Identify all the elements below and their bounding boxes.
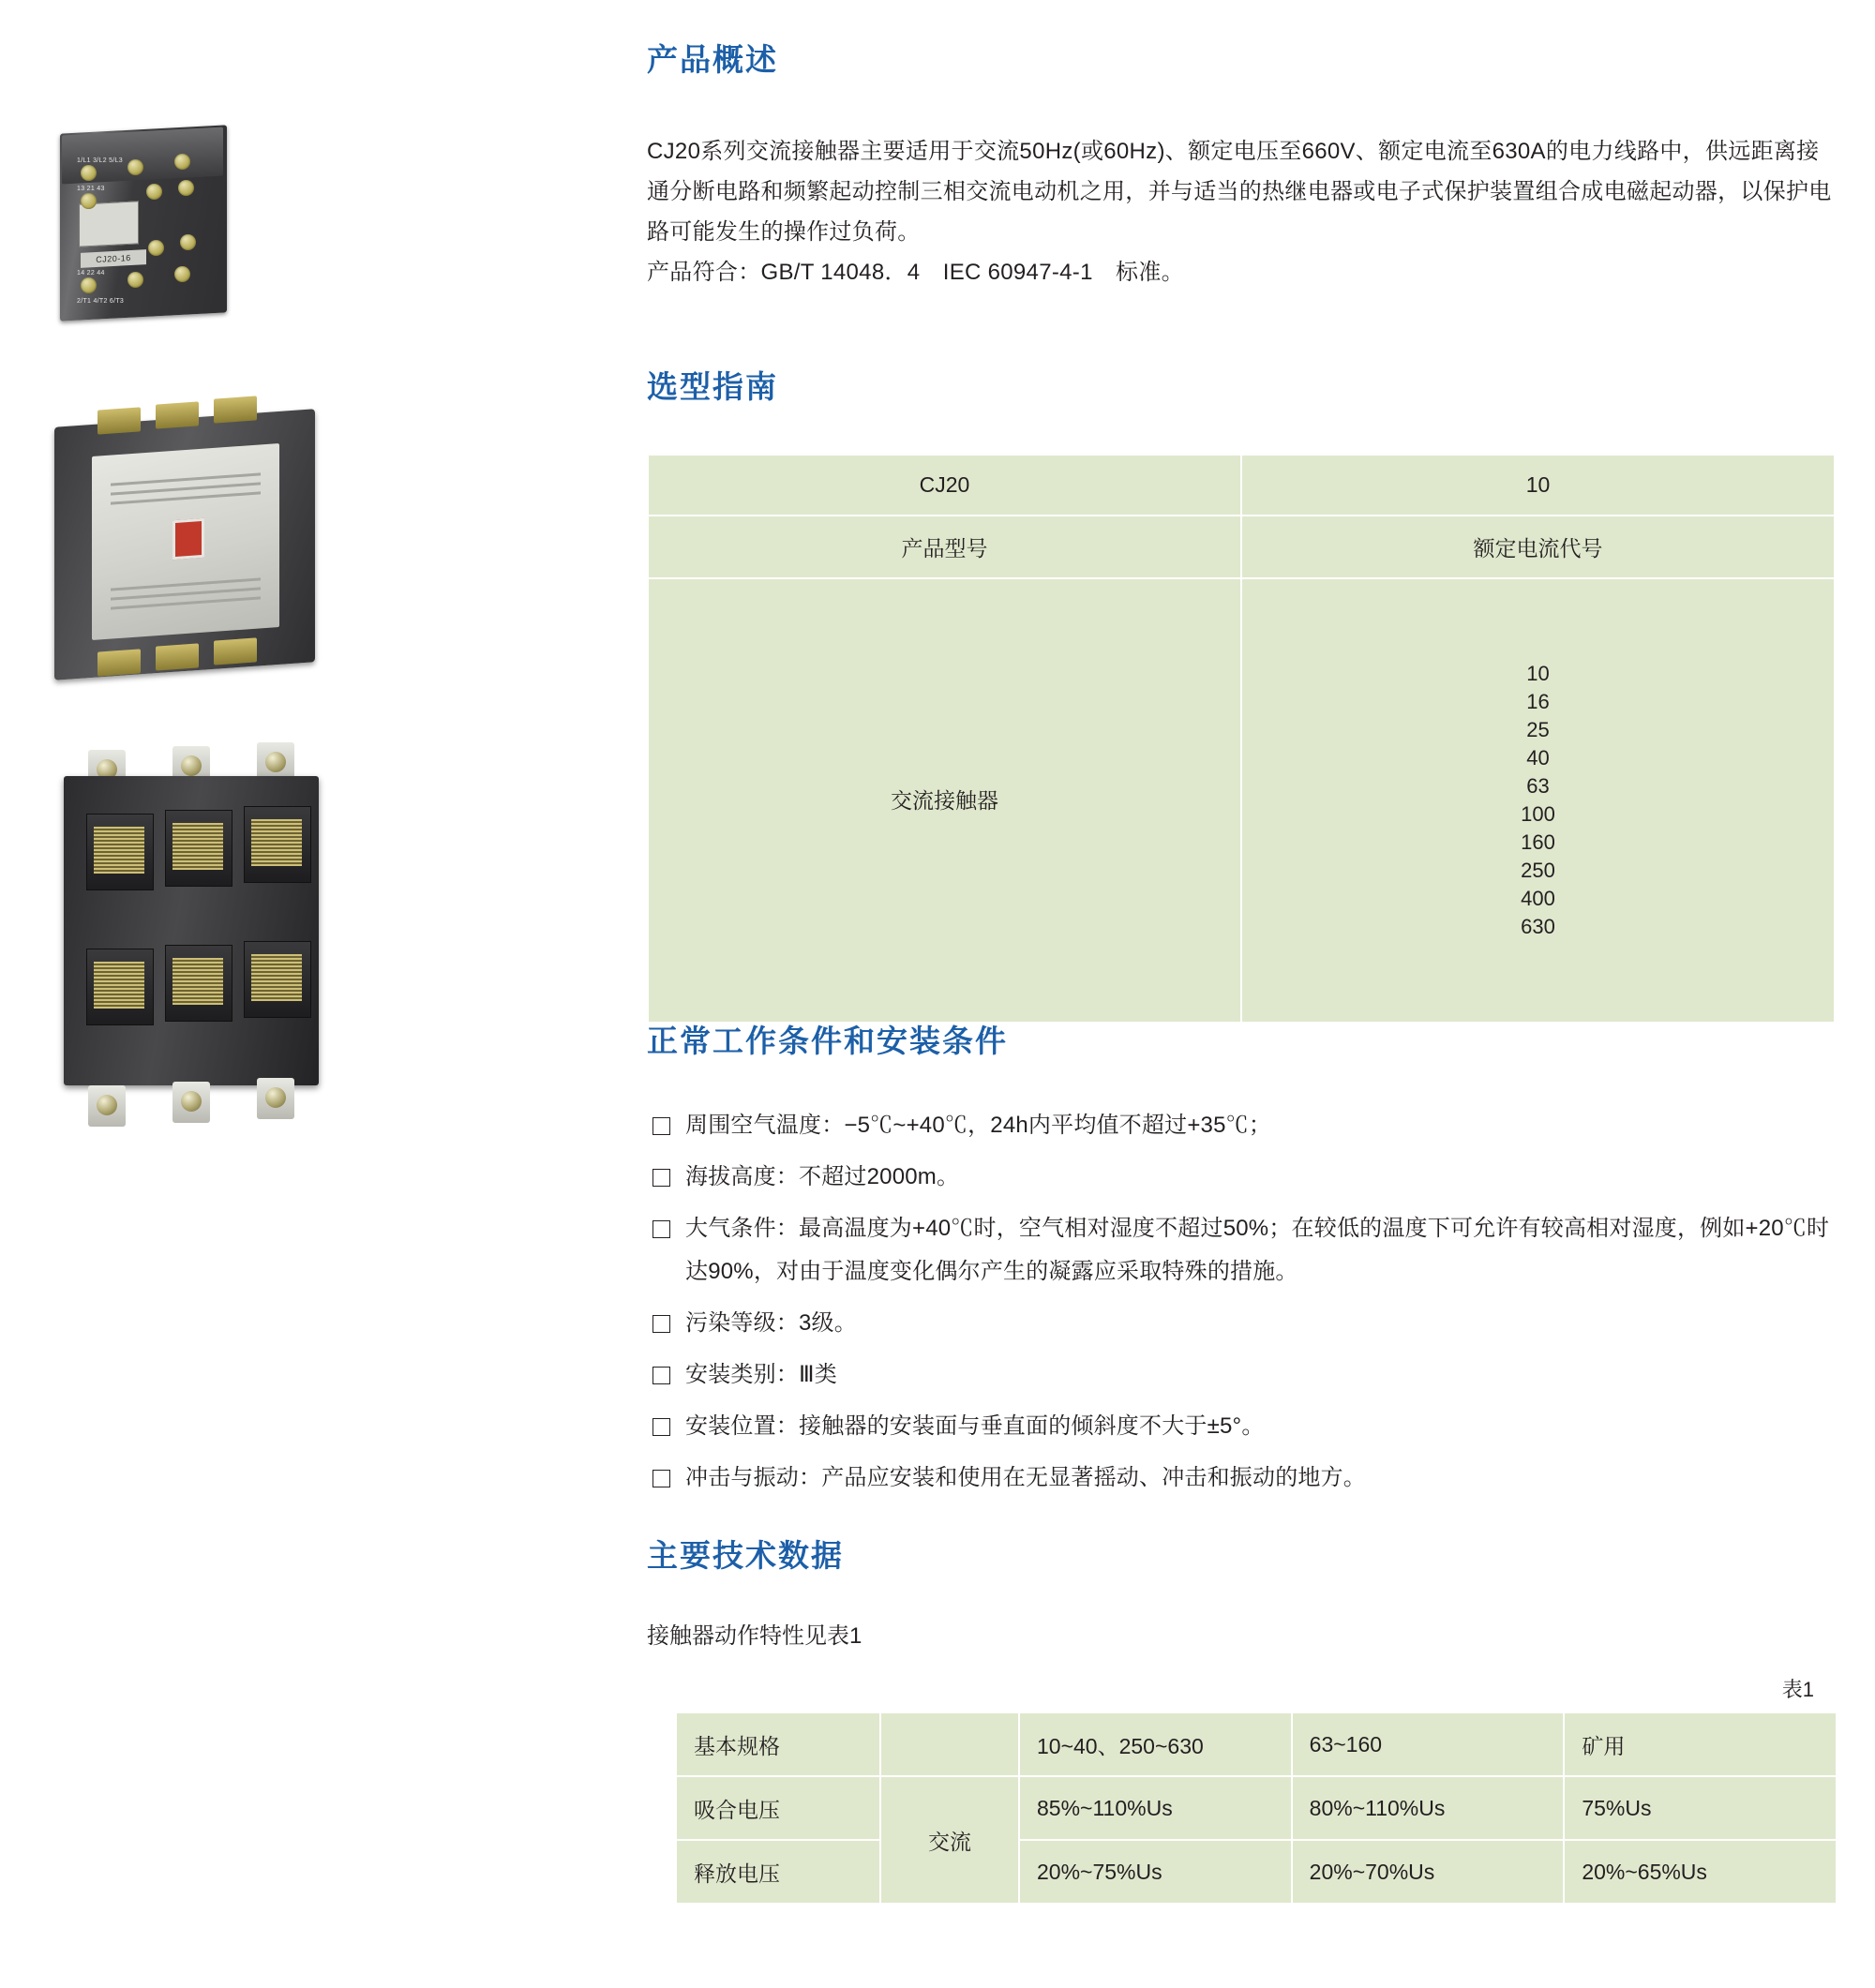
arc-grid (172, 823, 223, 870)
terminal-screw (178, 180, 194, 196)
terminal-marking-aux: 13 21 43 (77, 186, 105, 192)
terminal-screw (174, 154, 190, 170)
technical-note: 接触器动作特性见表1 (647, 1623, 862, 1649)
overview-paragraphs (647, 131, 1836, 292)
table-row (676, 1776, 1837, 1840)
current-code: 630 (1521, 915, 1555, 938)
condition-text: 污染等级：3级。 (685, 1310, 857, 1336)
checkbox-icon (652, 1367, 670, 1384)
terminal-marking-top: 1/L1 3/L2 5/L3 (77, 157, 123, 164)
section-heading-overview: 产品概述 (647, 42, 778, 77)
pickup-voltage-value-2: 80%~110%Us (1292, 1776, 1565, 1840)
reset-button[interactable] (172, 518, 204, 560)
terminal-screw (180, 234, 196, 250)
top-terminal-bar (98, 407, 141, 434)
condition-text: 安装类别：Ⅲ类 (685, 1362, 837, 1387)
basic-spec-value-2: 63~160 (1292, 1712, 1565, 1776)
arc-grid (94, 962, 144, 1009)
condition-text: 大气条件：最高温度为+40℃时，空气相对湿度不超过50%；在较低的温度下可允许有较高相对湿度，例如+20℃时达90%，对由于温度变化偶尔产生的凝露应采取特殊的措施。 (685, 1216, 1830, 1284)
current-code: 25 (1526, 718, 1550, 741)
guide-subheader-model: 产品型号 (648, 516, 1241, 578)
list-item (647, 1353, 1836, 1397)
checkbox-icon (652, 1315, 670, 1333)
current-code: 100 (1521, 802, 1555, 826)
contactor-model-label: CJ20-16 (81, 249, 146, 268)
arc-grid (251, 954, 302, 1001)
power-terminal-post (172, 1082, 210, 1123)
bottom-terminal-bar (156, 643, 199, 670)
current-code: 400 (1521, 887, 1555, 910)
pickup-voltage-value-1: 85%~110%Us (1019, 1776, 1292, 1840)
table-row (648, 516, 1835, 578)
current-code: 10 (1526, 662, 1550, 685)
dropout-voltage-value-3: 20%~65%Us (1564, 1840, 1837, 1904)
table-row (676, 1840, 1837, 1904)
basic-spec-value-3: 矿用 (1564, 1712, 1837, 1776)
current-code: 250 (1521, 859, 1555, 882)
overview-paragraph-1: CJ20系列交流接触器主要适用于交流50Hz(或60Hz)、额定电压至660V、额定电流至630A的电力线路中，供远距离接通分断电路和频繁起动控制三相交流电动机之用，并与适当的热继电器或电子式保护装置组合成电磁起动器，以保护电路可能发生的操作过负荷。 (647, 139, 1832, 245)
list-item (647, 1302, 1836, 1345)
product-photo-small-contactor (54, 120, 242, 336)
checkbox-icon (652, 1220, 670, 1238)
table-caption: 表1 (1781, 1678, 1814, 1701)
bottom-terminal-bar (98, 649, 141, 676)
section-heading-operating-conditions: 正常工作条件和安装条件 (647, 1024, 1008, 1058)
top-terminal-bar (156, 401, 199, 428)
row-label-dropout-voltage: 释放电压 (676, 1840, 880, 1904)
arc-grid (172, 958, 223, 1005)
terminal-screw (128, 159, 143, 175)
power-terminal-post (257, 1078, 294, 1119)
power-terminal-post (88, 1085, 126, 1127)
pickup-voltage-value-3: 75%Us (1564, 1776, 1837, 1840)
product-image-column (0, 0, 619, 1988)
basic-spec-value-1: 10~40、250~630 (1019, 1712, 1292, 1776)
product-photo-medium-contactor (54, 392, 317, 701)
checkbox-icon (652, 1470, 670, 1487)
section-heading-technical-data: 主要技术数据 (647, 1538, 844, 1573)
condition-text: 冲击与振动：产品应安装和使用在无显著摇动、冲击和振动的地方。 (685, 1465, 1366, 1490)
current-code: 63 (1526, 774, 1550, 798)
overview-paragraph-2: 产品符合：GB/T 14048．4 IEC 60947-4-1 标准。 (647, 260, 1184, 285)
operating-conditions-list (647, 1104, 1836, 1508)
guide-body-product-type: 交流接触器 (648, 578, 1241, 1023)
arc-grid (251, 819, 302, 866)
current-code: 160 (1521, 830, 1555, 854)
list-item (647, 1156, 1836, 1199)
condition-text: 海拔高度：不超过2000m。 (685, 1164, 960, 1189)
table-row (648, 455, 1835, 516)
terminal-marking-bottom: 2/T1 4/T2 6/T3 (77, 298, 125, 305)
top-terminal-bar (214, 396, 257, 423)
terminal-screw (146, 184, 162, 200)
guide-header-current-code: 10 (1241, 455, 1835, 516)
section-heading-selection-guide: 选型指南 (647, 369, 778, 404)
table-row (648, 578, 1835, 1023)
current-code: 16 (1526, 690, 1550, 713)
list-item (647, 1104, 1836, 1147)
bottom-terminal-bar (214, 637, 257, 665)
terminal-screw (174, 266, 190, 282)
terminal-screw (128, 272, 143, 288)
spacer-cell (880, 1712, 1019, 1776)
checkbox-icon (652, 1117, 670, 1135)
list-item (647, 1457, 1836, 1500)
guide-header-model-code: CJ20 (648, 455, 1241, 516)
list-item (647, 1405, 1836, 1448)
guide-body-current-codes (1241, 578, 1835, 1023)
terminal-screw (81, 277, 97, 293)
condition-text: 安装位置：接触器的安装面与垂直面的倾斜度不大于±5°。 (685, 1413, 1265, 1439)
guide-subheader-current: 额定电流代号 (1241, 516, 1835, 578)
list-item (647, 1207, 1836, 1293)
current-code: 40 (1526, 746, 1550, 770)
terminal-marking-aux2: 14 22 44 (77, 270, 105, 277)
row-label-pickup-voltage: 吸合电压 (676, 1776, 880, 1840)
dropout-voltage-value-2: 20%~70%Us (1292, 1840, 1565, 1904)
condition-text: 周围空气温度：−5℃~+40℃，24h内平均值不超过+35℃； (685, 1113, 1272, 1138)
terminal-screw (81, 165, 97, 181)
technical-characteristics-table (675, 1711, 1838, 1905)
product-photo-large-contactor (54, 740, 336, 1153)
checkbox-icon (652, 1418, 670, 1436)
selection-guide-table (647, 454, 1836, 1024)
terminal-screw (81, 193, 97, 209)
table-row (676, 1712, 1837, 1776)
dropout-voltage-value-1: 20%~75%Us (1019, 1840, 1292, 1904)
terminal-screw (148, 240, 164, 256)
arc-grid (94, 827, 144, 874)
checkbox-icon (652, 1169, 670, 1187)
row-label-basic-spec: 基本规格 (676, 1712, 880, 1776)
row-label-ac: 交流 (880, 1776, 1019, 1904)
